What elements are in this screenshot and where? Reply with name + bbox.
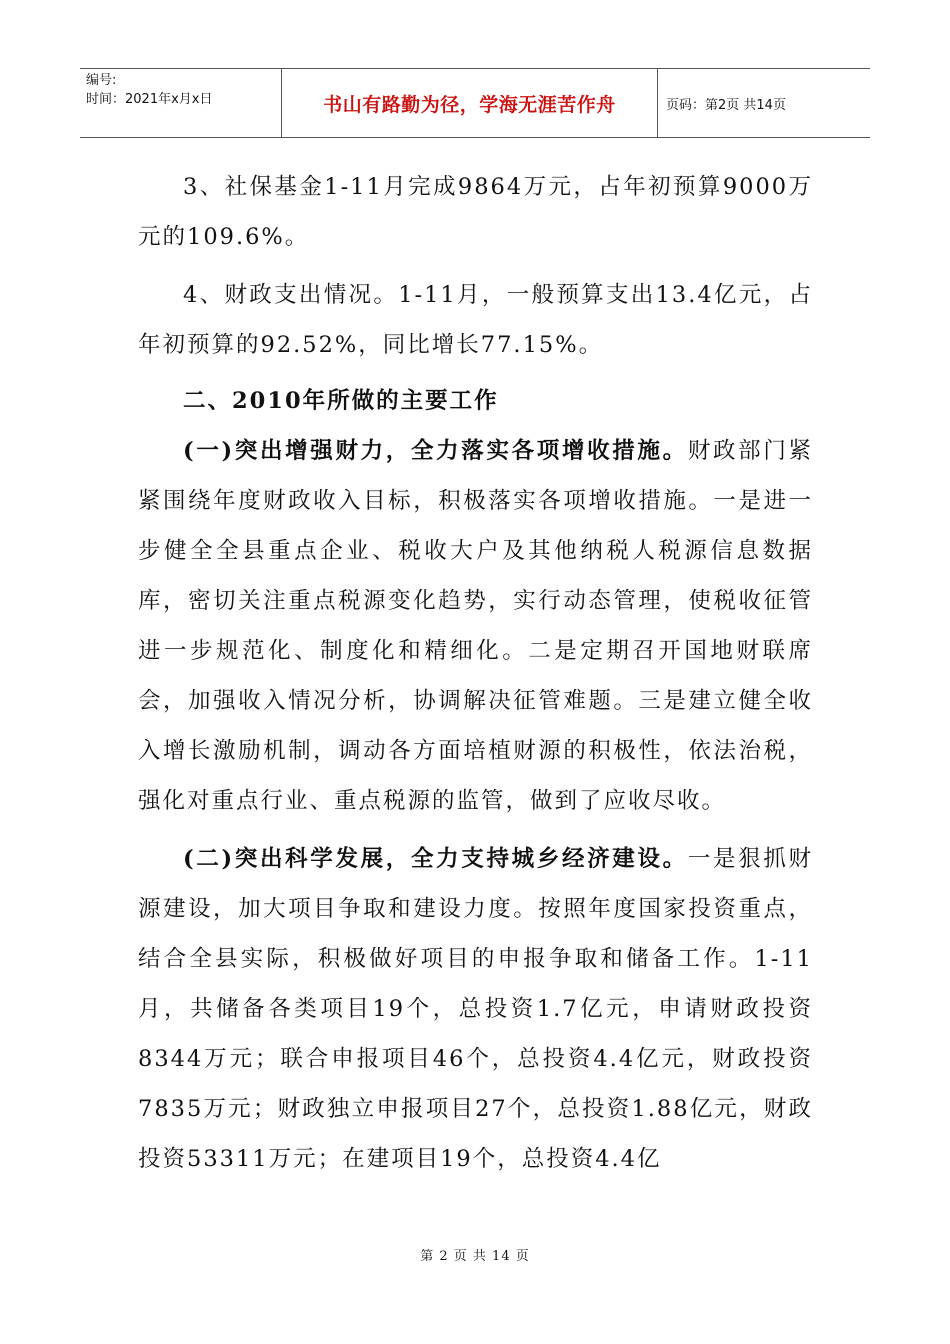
header-motto: 书山有路勤为径，学海无涯苦作舟 bbox=[323, 93, 616, 116]
paragraph-section-2 bbox=[138, 834, 813, 1184]
section-heading: 二、2010年所做的主要工作 bbox=[183, 388, 499, 414]
header-table bbox=[80, 68, 870, 138]
document-number-label: 编号: bbox=[86, 73, 117, 88]
paragraph-social-fund: 3、社保基金1-11月完成9864万元，占年初预算9000万元的109.6%。 bbox=[138, 174, 813, 250]
section-2-lead: (二)突出科学发展，全力支持城乡经济建设。 bbox=[183, 846, 688, 872]
paragraph-section-1 bbox=[138, 426, 813, 826]
page-footer: 第 2 页 共 14 页 bbox=[420, 1249, 530, 1264]
header-motto-cell bbox=[282, 69, 658, 137]
section-1-text: 财政部门紧紧围绕年度财政收入目标，积极落实各项增收措施。一是进一步健全全县重点企业、税收大户及其他纳税人税源信息数据库，密切关注重点税源变化趋势，实行动态管理，使税收征管进一步规范化、制度化和精细化。二是定期召开国地财联席会，加强收入情况分析，协调解决征管难题。三是建立健全收入增长激励机制，调动各方面培植财源的积极性，依法治税，强化对重点行业、重点税源的监管，做到了应收尽收。 bbox=[138, 438, 813, 814]
header-meta-cell bbox=[80, 69, 282, 137]
document-body bbox=[138, 162, 813, 1184]
document-time-label: 时间：2021年x月x日 bbox=[86, 92, 213, 107]
section-1-lead: (一)突出增强财力，全力落实各项增收措施。 bbox=[183, 438, 688, 464]
section-2-text: 一是狠抓财源建设，加大项目争取和建设力度。按照年度国家投资重点，结合全县实际，积极做好项目的申报争取和储备工作。1-11月，共储备各类项目19个，总投资1.7亿元，申请财政投资8344万元；联合申报项目46个，总投资4.4亿元，财政投资7835万元；财政独立申报项目27个，总投资1.88亿元，财政投资53311万元；在建项目19个，总投资4.4亿 bbox=[138, 846, 813, 1172]
header-page-info: 页码：第2页 共14页 bbox=[666, 97, 786, 113]
header-page-cell bbox=[658, 69, 870, 137]
paragraph-expenditure: 4、财政支出情况。1-11月，一般预算支出13.4亿元，占年初预算的92.52%，同比增长77.15%。 bbox=[138, 282, 813, 358]
